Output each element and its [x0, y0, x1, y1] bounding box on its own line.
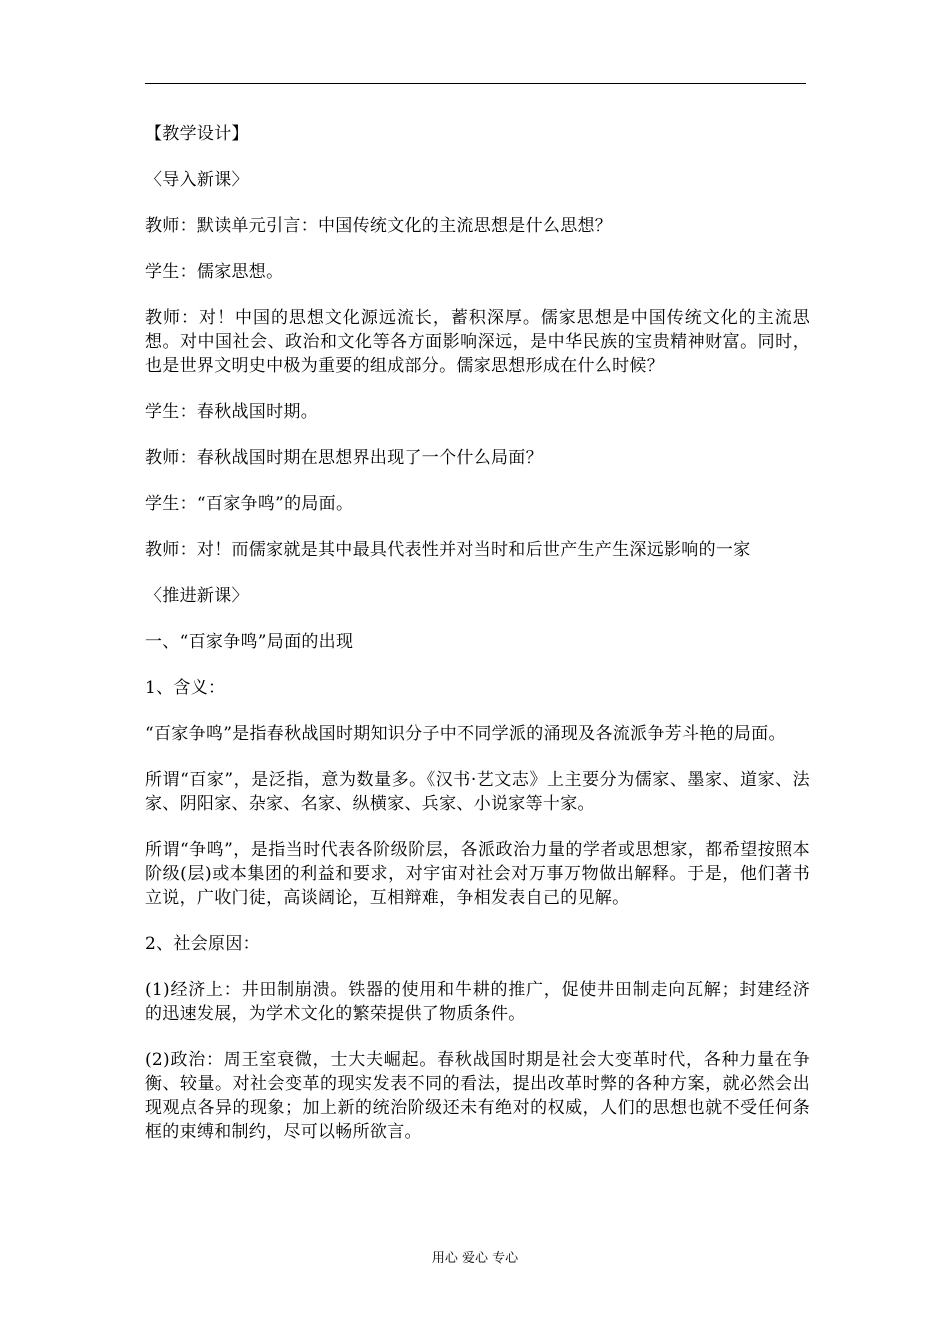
header-rule [145, 83, 806, 84]
dialogue-teacher-2: 教师：对！中国的思想文化源远流长，蓄积深厚。儒家思想是中国传统文化的主流思想。对中国社会、政治和文化等各方面影响深远，是中华民族的宝贵精神财富。同时，也是世界文明史中极为重要的组成部分。儒家思想形成在什么时候？ [145, 308, 810, 376]
paragraph-political-cause: (2)政治：周王室衰微，士大夫崛起。春秋战国时期是社会大变革时代，各种力量在争衡、较量。对社会变革的现实发表不同的看法，提出改革时弊的各种方案，就必然会出现观点各异的现象；加上新的统治阶级还未有绝对的权威，人们的思想也就不受任何条框的束缚和制约，尽可以畅所欲言。 [145, 1050, 810, 1142]
dialogue-teacher-1: 教师：默读单元引言：中国传统文化的主流思想是什么思想？ [145, 216, 613, 236]
dialogue-student-2: 学生：春秋战国时期。 [145, 402, 318, 422]
dialogue-student-1: 学生：儒家思想。 [145, 262, 284, 282]
section-advance-lesson: 〈推进新课〉 [145, 586, 249, 606]
heading-teaching-design: 【教学设计】 [145, 124, 249, 144]
document-body [145, 122, 810, 1144]
dialogue-teacher-3: 教师：春秋战国时期在思想界出现了一个什么局面？ [145, 448, 543, 468]
paragraph-definition: “百家争鸣”是指春秋战国时期知识分子中不同学派的涌现及各流派争芳斗艳的局面。 [145, 724, 786, 744]
subheading-social-causes: 2、社会原因： [145, 934, 260, 954]
page-footer: 用心 爱心 专心 [431, 1251, 519, 1266]
subheading-meaning: 1、含义： [145, 678, 226, 698]
paragraph-contending: 所谓“争鸣”，是指当时代表各阶级阶层，各派政治力量的学者或思想家，都希望按照本阶级(层)或本集团的利益和要求，对宇宙对社会对万事万物做出解释。于是，他们著书立说，广收门徒，高谈阔论，互相辩难，争相发表自己的见解。 [145, 840, 810, 908]
section-intro-lesson: 〈导入新课〉 [145, 170, 249, 190]
paragraph-hundred-schools: 所谓“百家”，是泛指，意为数量多。《汉书·艺文志》上主要分为儒家、墨家、道家、法家、阴阳家、杂家、名家、纵横家、兵家、小说家等十家。 [145, 770, 810, 814]
dialogue-student-3: 学生：“百家争鸣”的局面。 [145, 494, 354, 514]
paragraph-economic-cause: (1)经济上：井田制崩溃。铁器的使用和牛耕的推广，促使井田制走向瓦解；封建经济的迅速发展，为学术文化的繁荣提供了物质条件。 [145, 980, 810, 1024]
heading-section-1: 一、“百家争鸣”局面的出现 [145, 632, 354, 652]
dialogue-teacher-4: 教师：对！而儒家就是其中最具代表性并对当时和后世产生产生深远影响的一家 [145, 540, 751, 560]
